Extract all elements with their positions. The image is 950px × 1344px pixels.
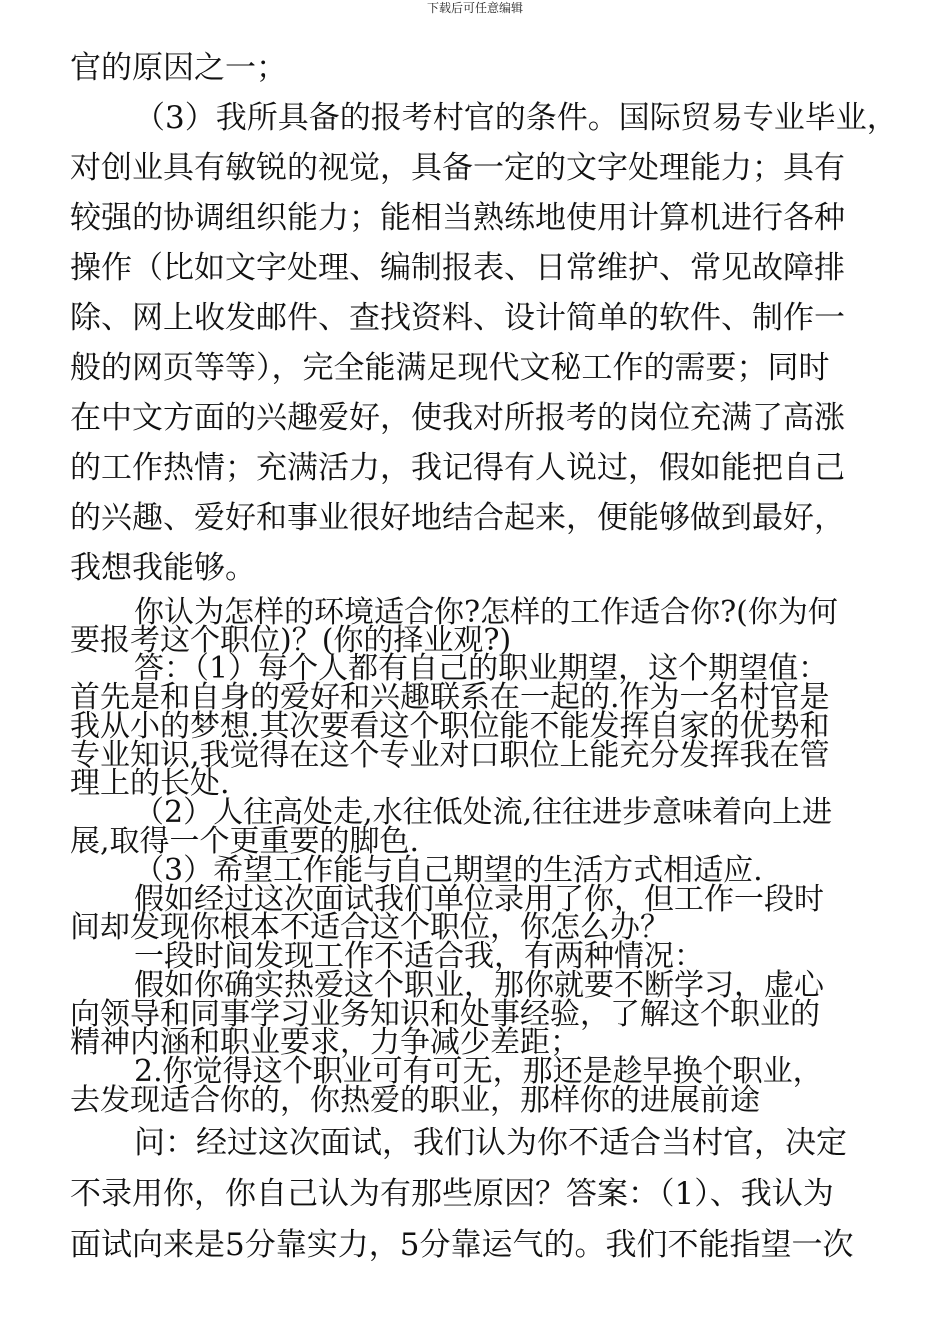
answer-line: 答：（1）每个人都有自己的职业期望，这个期望值： (134, 652, 829, 686)
text-line: 官的原因之一； (70, 50, 287, 86)
text-line: （3）我所具备的报考村官的条件。国际贸易专业毕业， (134, 100, 898, 136)
text-line: 较强的协调组织能力；能相当熟练地使用计算机进行各种 (70, 200, 845, 236)
answer-line: 精神内涵和职业要求，力争减少差距； (70, 1026, 580, 1060)
page-header: 下载后可任意编辑 (426, 1, 523, 15)
text-line: 在中文方面的兴趣爱好，使我对所报考的岗位充满了高涨 (70, 400, 845, 436)
text-line: 的兴趣、爱好和事业很好地结合起来，便能够做到最好， (70, 500, 845, 536)
question-line: 你认为怎样的环境适合你?怎样的工作适合你?(你为何 (134, 596, 838, 630)
answer-line: 去发现适合你的，你热爱的职业，那样你的进展前途 (70, 1084, 760, 1118)
text-line: 的工作热情；充满活力，我记得有人说过，假如能把自己 (70, 450, 845, 486)
text-line: 我想我能够。 (70, 550, 256, 586)
text-line: 对创业具有敏锐的视觉，具备一定的文字处理能力；具有 (70, 150, 845, 186)
question-line: 问：经过这次面试，我们认为你不适合当村官，决定 (134, 1125, 847, 1161)
answer-line: 我从小的梦想.其次要看这个职位能不能发挥自家的优势和 (70, 710, 830, 744)
question-line: 不录用你，你自己认为有那些原因？答案：（1）、我认为 (70, 1176, 834, 1212)
text-line: 般的网页等等），完全能满足现代文秘工作的需要；同时 (70, 350, 830, 386)
answer-line: 面试向来是5分靠实力，5分靠运气的。我们不能指望一次 (70, 1227, 854, 1263)
question-line: 要报考这个职位)？(你的择业观?) (70, 624, 512, 658)
answer-line: 专业知识,我觉得在这个专业对口职位上能充分发挥我在管 (70, 739, 830, 773)
answer-line: 首先是和自身的爱好和兴趣联系在一起的.作为一名村官是 (70, 681, 830, 715)
question-line: 间却发现你根本不适合这个职位，你怎么办？ (70, 911, 670, 945)
answer-line: 向领导和同事学习业务知识和处事经验，了解这个职业的 (70, 998, 820, 1032)
answer-line: 理上的长处. (70, 767, 230, 801)
answer-line: 假如你确实热爱这个职业，那你就要不断学习，虚心 (134, 969, 824, 1003)
text-line: 操作（比如文字处理、编制报表、日常维护、常见故障排 (70, 250, 845, 286)
answer-line: （3）希望工作能与自己期望的生活方式相适应. (134, 854, 763, 888)
answer-line: 一段时间发现工作不适合我，有两种情况： (134, 940, 704, 974)
answer-line: 展,取得一个更重要的脚色. (70, 825, 420, 859)
answer-line: （2）人往高处走,水往低处流,往往进步意味着向上进 (134, 796, 833, 830)
question-line: 假如经过这次面试我们单位录用了你，但工作一段时 (134, 883, 824, 917)
answer-line: 2.你觉得这个职业可有可无，那还是趁早换个职业， (134, 1055, 823, 1089)
text-line: 除、网上收发邮件、查找资料、设计简单的软件、制作一 (70, 300, 845, 336)
